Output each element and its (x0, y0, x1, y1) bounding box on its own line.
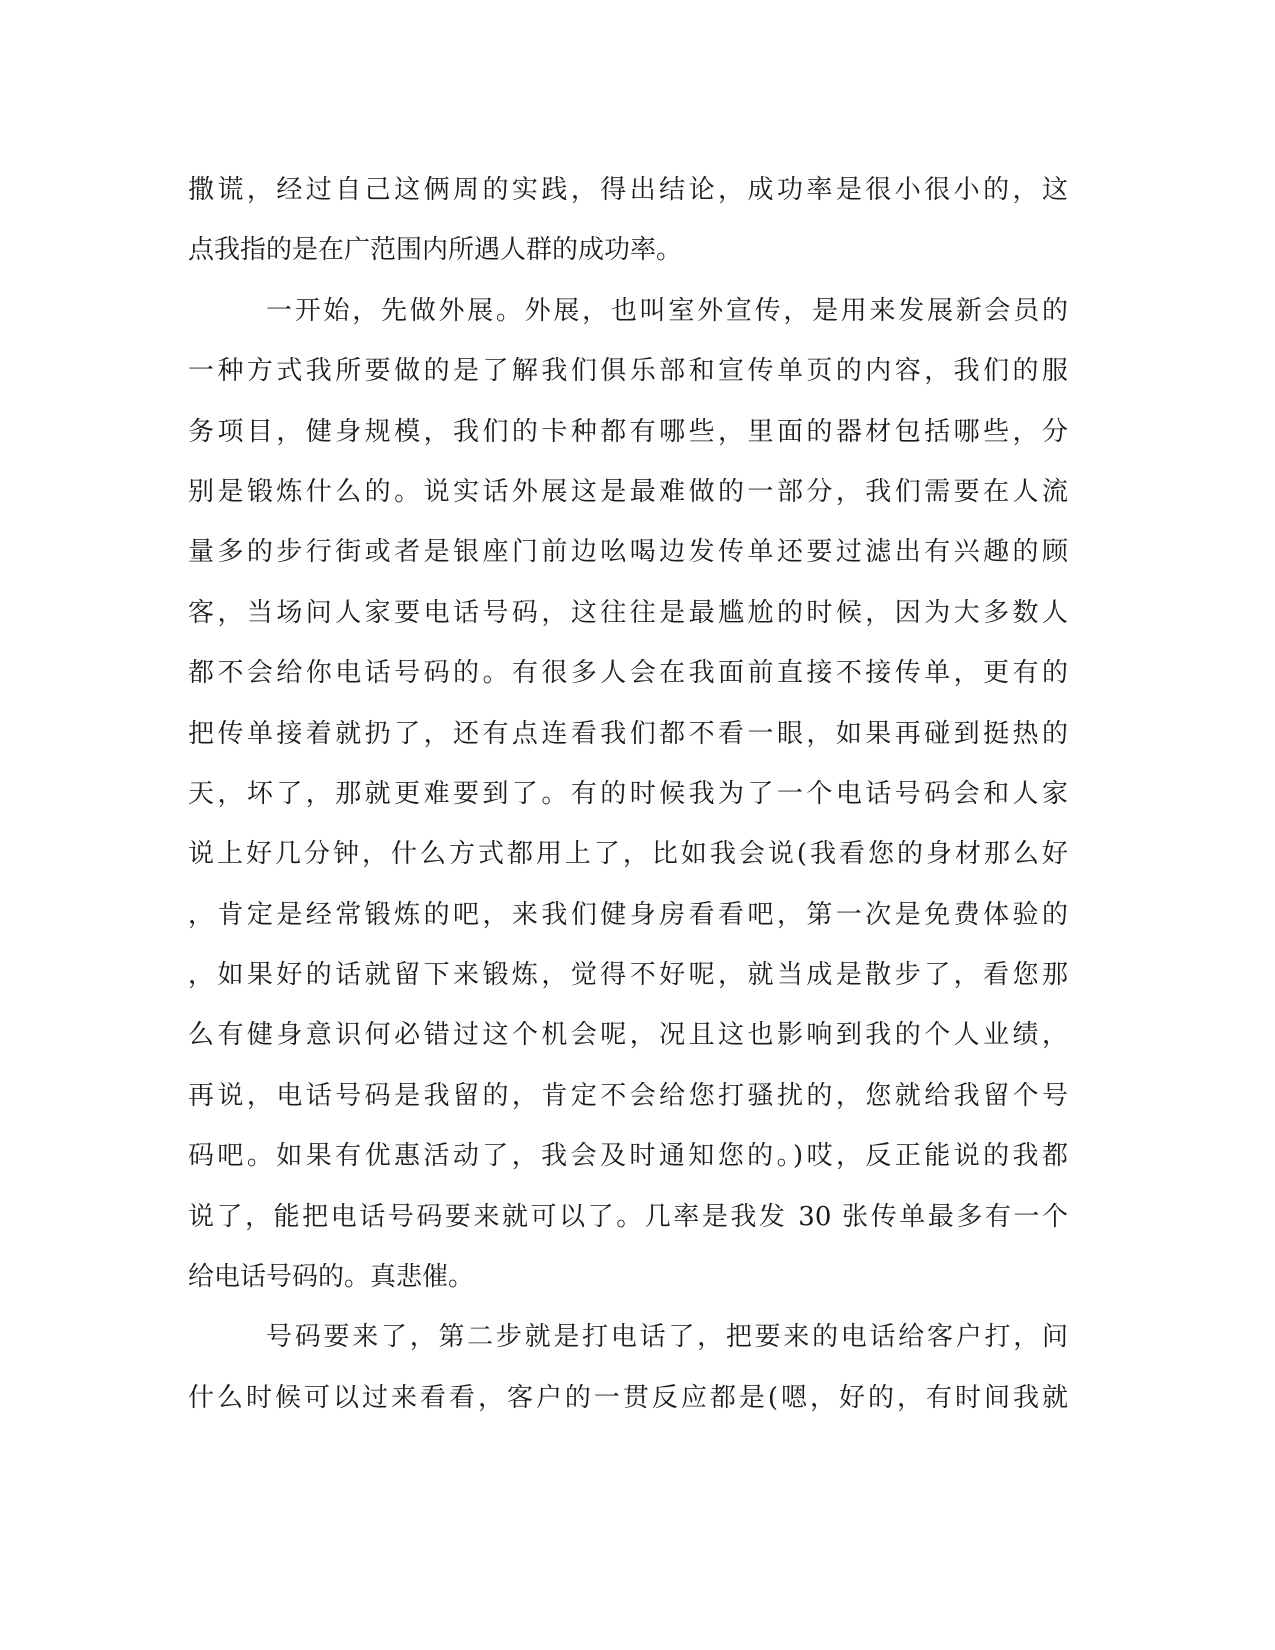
text-line: 把传单接着就扔了，还有点连看我们都不看一眼，如果再碰到挺热的 (188, 718, 1068, 749)
text-line: 再说，电话号码是我留的，肯定不会给您打骚扰的，您就给我留个号 (188, 1080, 1068, 1111)
text-line: 码吧。如果有优惠活动了，我会及时通知您的。)哎，反正能说的我都 (188, 1141, 1068, 1172)
text-line: 别是锻炼什么的。说实话外展这是最难做的一部分，我们需要在人流 (188, 476, 1068, 507)
text-line: ，如果好的话就留下来锻炼，觉得不好呢，就当成是散步了，看您那 (188, 960, 1068, 991)
body-text (188, 160, 1068, 1428)
text-line: 务项目，健身规模，我们的卡种都有哪些，里面的器材包括哪些，分 (188, 416, 1068, 447)
text-line: 点我指的是在广范围内所遇人群的成功率。 (188, 235, 683, 266)
text-line: 说了，能把电话号码要来就可以了。几率是我发 30 张传单最多有一个 (188, 1201, 1068, 1232)
text-line: 天，坏了，那就更难要到了。有的时候我为了一个电话号码会和人家 (188, 778, 1068, 809)
text-line: 号码要来了，第二步就是打电话了，把要来的电话给客户打，问 (266, 1322, 1068, 1353)
text-line: 什么时候可以过来看看，客户的一贯反应都是(嗯，好的，有时间我就 (188, 1382, 1068, 1413)
text-line: 给电话号码的。真悲催。 (188, 1262, 475, 1293)
text-line: 撒谎，经过自己这俩周的实践，得出结论，成功率是很小很小的，这 (188, 175, 1068, 205)
text-line: 说上好几分钟，什么方式都用上了，比如我会说(我看您的身材那么好 (188, 839, 1068, 870)
text-line: 都不会给你电话号码的。有很多人会在我面前直接不接传单，更有的 (188, 658, 1068, 689)
text-line: 一种方式我所要做的是了解我们俱乐部和宣传单页的内容，我们的服 (188, 356, 1068, 387)
text-line: 客，当场问人家要电话号码，这往往是最尴尬的时候，因为大多数人 (188, 597, 1068, 628)
text-line: 量多的步行街或者是银座门前边吆喝边发传单还要过滤出有兴趣的顾 (188, 537, 1068, 568)
text-line: 一开始，先做外展。外展，也叫室外宣传，是用来发展新会员的 (266, 295, 1068, 326)
text-line: 么有健身意识何必错过这个机会呢，况且这也影响到我的个人业绩， (188, 1020, 1068, 1051)
text-line: ，肯定是经常锻炼的吧，来我们健身房看看吧，第一次是免费体验的 (188, 899, 1068, 930)
